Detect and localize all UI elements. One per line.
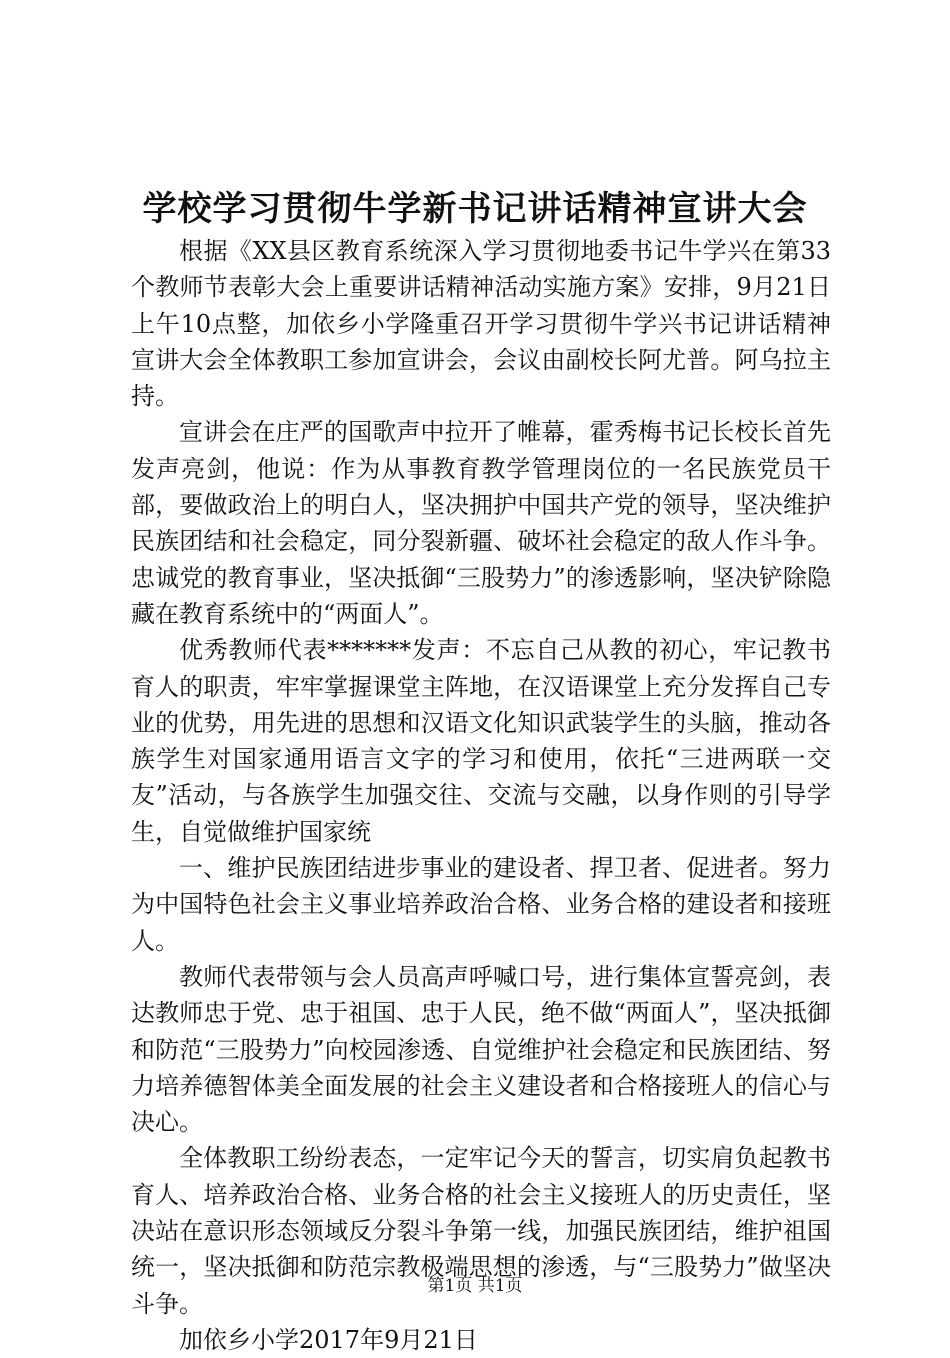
paragraph-4: 一、维护民族团结进步事业的建设者、捍卫者、促进者。努力为中国特色社会主义事业培养政治合格、业务合格的建设者和接班人。 <box>131 854 831 955</box>
paragraph-1: 根据《XX县区教育系统深入学习贯彻地委书记牛学兴在第33个教师节表彰大会上重要讲话精神活动实施方案》安排，9月21日上午10点整，加依乡小学隆重召开学习贯彻牛学兴书记讲话精神宣讲大会全体教职工参加宣讲会，会议由副校长阿尤普。阿乌拉主持。 <box>131 237 831 411</box>
paragraph-2: 宣讲会在庄严的国歌声中拉开了帷幕，霍秀梅书记长校长首先发声亮剑，他说：作为从事教育教学管理岗位的一名民族党员干部，要做政治上的明白人，坚决拥护中国共产党的领导，坚决维护民族团结和社会稳定，同分裂新疆、破坏社会稳定的敌人作斗争。忠诚党的教育事业，坚决抵御“三股势力”的渗透影响，坚决铲除隐藏在教育系统中的“两面人”。 <box>131 418 831 628</box>
paragraph-3: 优秀教师代表*******发声：不忘自己从教的初心，牢记教书育人的职责，牢牢掌握课堂主阵地，在汉语课堂上充分发挥自己专业的优势，用先进的思想和汉语文化知识武装学生的头脑，推动各族学生对国家通用语言文字的学习和使用，依托“三进两联一交友”活动，与各族学生加强交往、交流与交融，以身作则的引导学生，自觉做维护国家统 <box>131 636 831 846</box>
page-number-footer: 第1页 共1页 <box>427 1276 523 1296</box>
signature-line: 加依乡小学2017年9月21日 <box>179 1325 478 1354</box>
document-title: 学校学习贯彻牛学新书记讲话精神宣讲大会 <box>142 189 808 229</box>
paragraph-5: 教师代表带领与会人员高声呼喊口号，进行集体宣誓亮剑，表达教师忠于党、忠于祖国、忠于人民，绝不做“两面人”，坚决抵御和防范“三股势力”向校园渗透、自觉维护社会稳定和民族团结、努力培养德智体美全面发展的社会主义建设者和合格接班人的信心与决心。 <box>131 962 831 1137</box>
paragraph-6: 全体教职工纷纷表态，一定牢记今天的誓言，切实肩负起教书育人、培养政治合格、业务合格的社会主义接班人的历史责任，坚决站在意识形态领域反分裂斗争第一线，加强民族团结，维护祖国统一，坚决抵御和防范宗教极端思想的渗透，与“三股势力”做坚决斗争。 <box>131 1144 831 1318</box>
document-body <box>131 233 831 1358</box>
